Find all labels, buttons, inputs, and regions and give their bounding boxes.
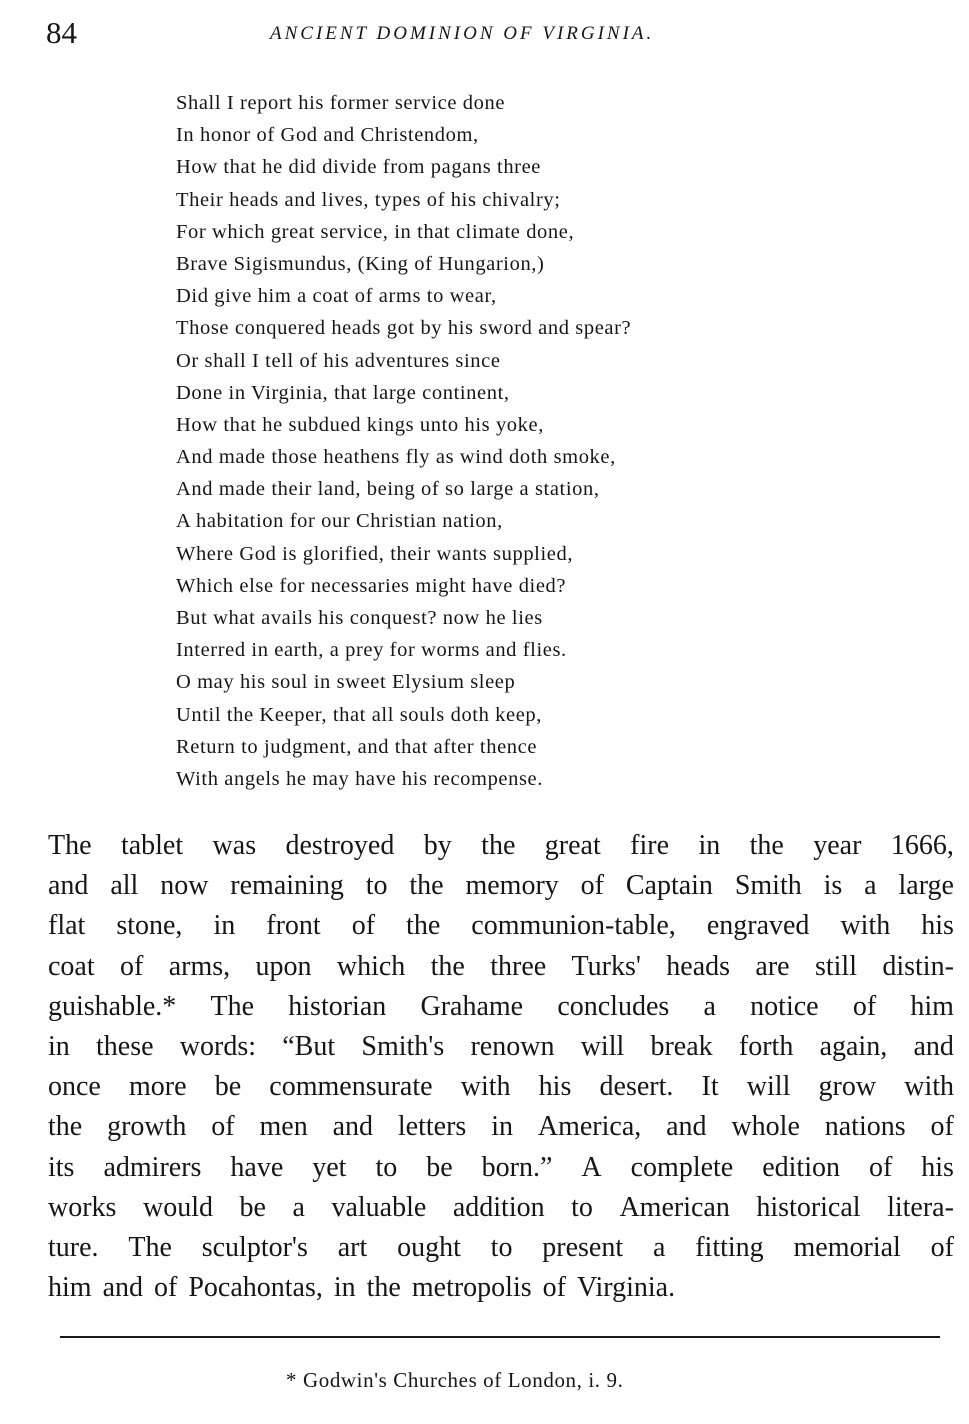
word: America,	[537, 1111, 642, 1143]
word: commensurate	[269, 1071, 433, 1103]
word: is	[823, 870, 843, 902]
word: American	[619, 1191, 730, 1223]
word: all	[110, 870, 139, 902]
word: sculptor's	[201, 1231, 308, 1263]
word: and	[913, 1030, 954, 1062]
word: be	[214, 1071, 242, 1103]
word: in	[698, 830, 721, 861]
word: of	[211, 1111, 235, 1143]
page-number: 84	[46, 15, 77, 50]
word: memory	[465, 870, 559, 902]
word: him	[910, 990, 954, 1022]
word: renown	[470, 1030, 555, 1062]
word: The	[48, 830, 92, 861]
word: The	[210, 990, 255, 1022]
poem-line: With angels he may have his recompense.	[176, 767, 543, 790]
word: yet	[312, 1151, 347, 1183]
word: will	[746, 1071, 791, 1103]
word: forth	[738, 1030, 794, 1062]
word: be	[426, 1151, 453, 1183]
word: the	[430, 950, 465, 982]
word: ought	[397, 1231, 461, 1263]
word: his	[921, 910, 954, 942]
word: whole	[731, 1111, 800, 1143]
footnote-rule	[60, 1336, 940, 1338]
word: its	[48, 1151, 75, 1183]
word: be	[239, 1191, 266, 1223]
word: present	[542, 1231, 624, 1263]
poem-line: And made those heathens fly as wind doth smoke,	[176, 446, 616, 469]
word: works	[48, 1191, 117, 1223]
word: notice	[750, 990, 819, 1022]
word: desert.	[599, 1071, 674, 1103]
footnote: * Godwin's Churches of London, i. 9.	[286, 1368, 624, 1392]
word: litera-	[887, 1191, 954, 1223]
word: grow	[818, 1071, 877, 1103]
poem-line: But what avails his conquest? now he lies	[176, 607, 543, 629]
word: of	[351, 910, 376, 942]
word: words:	[179, 1030, 257, 1062]
word: letters	[397, 1111, 467, 1143]
word: upon	[255, 950, 312, 982]
word: with	[840, 910, 891, 942]
paragraph-line	[48, 947, 954, 987]
word: men	[259, 1111, 308, 1143]
word: with	[904, 1071, 954, 1103]
paragraph-line	[48, 1067, 954, 1107]
poem-line: Shall I report his former service done	[176, 92, 506, 114]
word: arms,	[168, 950, 231, 982]
word: more	[129, 1071, 187, 1103]
word: of	[120, 950, 144, 982]
word: heads	[666, 950, 731, 982]
word: admirers	[103, 1151, 202, 1183]
poem-line: Or shall I tell of his adventures since	[176, 349, 501, 372]
word: year	[813, 830, 862, 861]
word: of	[852, 990, 877, 1022]
word: will	[580, 1030, 625, 1062]
word: remaining	[230, 870, 344, 902]
poem-line: In honor of God and Christendom,	[176, 124, 479, 147]
word: his	[538, 1071, 572, 1103]
word: destroyed	[285, 830, 395, 861]
word: with	[460, 1071, 511, 1103]
word: The	[128, 1231, 172, 1263]
word: of	[542, 1272, 566, 1304]
word: a	[864, 870, 877, 902]
word: coat	[48, 950, 95, 982]
poem-line: Where God is glorified, their wants supplied,	[176, 542, 574, 565]
paragraph-line	[48, 1027, 954, 1067]
poem-line: How that he did divide from pagans three	[176, 156, 542, 179]
word: in	[213, 910, 236, 942]
word: stone,	[116, 910, 183, 942]
paragraph-line	[48, 1148, 954, 1188]
word: to	[365, 870, 388, 902]
poem-line: Until the Keeper, that all souls doth keep,	[176, 703, 542, 726]
poem-line: For which great service, in that climate done,	[176, 220, 575, 243]
word: edition	[762, 1151, 840, 1183]
word: and	[48, 870, 89, 902]
word: in	[491, 1111, 513, 1143]
word: in	[48, 1030, 70, 1062]
word: fire	[630, 830, 670, 861]
word: a	[703, 990, 716, 1022]
word: Pocahontas,	[188, 1272, 323, 1304]
word: growth	[107, 1111, 187, 1143]
word: Smith's	[361, 1030, 445, 1062]
paragraph-line	[48, 866, 954, 906]
poem	[176, 87, 631, 795]
word: and	[332, 1111, 374, 1143]
word: the	[481, 830, 516, 861]
paragraph-line	[48, 987, 954, 1027]
word: which	[336, 950, 406, 982]
word: the	[409, 870, 444, 902]
poem-line: Brave Sigismundus, (King of Hungarion,)	[176, 252, 545, 275]
word: a	[652, 1231, 666, 1263]
word: of	[868, 1151, 893, 1183]
word: A	[581, 1151, 602, 1183]
word: in	[333, 1272, 356, 1304]
word: Smith	[734, 870, 802, 902]
word: Turks'	[571, 950, 641, 982]
word: front	[266, 910, 321, 942]
word: the	[406, 910, 441, 942]
word: communion-table,	[471, 910, 676, 942]
word: to	[490, 1231, 513, 1263]
word: memorial	[793, 1231, 901, 1263]
word: these	[96, 1030, 154, 1062]
poem-line: Those conquered heads got by his sword and spear?	[176, 317, 632, 340]
word: Grahame	[420, 990, 524, 1022]
word: once	[48, 1071, 101, 1103]
word: tablet	[120, 830, 184, 861]
word: art	[337, 1231, 368, 1263]
word: historian	[288, 990, 387, 1022]
poem-line: Their heads and lives, types of his chivalry;	[176, 188, 561, 211]
word: It	[701, 1071, 719, 1103]
word: large	[898, 870, 954, 902]
poem-line: Return to judgment, and that after thence	[176, 735, 538, 758]
word: addition	[452, 1191, 545, 1223]
word: break	[650, 1030, 713, 1062]
paragraph-line	[48, 1107, 954, 1147]
word: was	[212, 830, 257, 861]
word: and	[102, 1272, 143, 1304]
body-paragraph	[48, 826, 954, 1308]
word: ture.	[48, 1231, 99, 1263]
poem-line: Interred in earth, a prey for worms and flies.	[176, 639, 567, 662]
paragraph-line	[48, 826, 954, 866]
word: fitting	[695, 1231, 764, 1263]
word: to	[571, 1191, 593, 1223]
poem-line: How that he subdued kings unto his yoke,	[176, 413, 544, 436]
word: Virginia.	[576, 1272, 676, 1304]
word: of	[930, 1111, 954, 1143]
word: of	[580, 870, 604, 902]
word: the	[366, 1272, 401, 1304]
word: have	[230, 1151, 284, 1183]
word: the	[749, 830, 784, 861]
word: are	[755, 950, 790, 982]
word: three	[490, 950, 547, 982]
word: metropolis	[411, 1272, 532, 1304]
word: nations	[824, 1111, 906, 1143]
word: of	[930, 1231, 954, 1263]
word: guishable.*	[48, 990, 177, 1022]
word: would	[142, 1191, 213, 1223]
running-head: ANCIENT DOMINION OF VIRGINIA.	[270, 23, 655, 44]
word: him	[48, 1272, 92, 1304]
word: concludes	[557, 990, 670, 1022]
word: flat	[48, 910, 86, 942]
word: distin-	[882, 950, 954, 982]
word: his	[921, 1151, 954, 1183]
paragraph-line	[48, 1188, 954, 1228]
word: a	[292, 1191, 305, 1223]
word: born.”	[481, 1151, 553, 1183]
paragraph-line	[48, 1268, 954, 1308]
word: by	[423, 830, 452, 861]
word: complete	[630, 1151, 734, 1183]
word: again,	[819, 1030, 888, 1062]
poem-line: And made their land, being of so large a station,	[176, 478, 600, 501]
word: Captain	[625, 870, 713, 902]
word: engraved	[706, 910, 810, 942]
word: 1666,	[890, 830, 954, 861]
word: “But	[282, 1030, 336, 1062]
poem-line: Which else for necessaries might have died?	[176, 574, 567, 597]
paragraph-line	[48, 906, 954, 946]
word: now	[160, 870, 209, 902]
poem-line: Done in Virginia, that large continent,	[176, 381, 510, 404]
poem-line: Did give him a coat of arms to wear,	[176, 285, 497, 308]
word: and	[666, 1111, 707, 1143]
word: to	[375, 1151, 398, 1183]
poem-line: O may his soul in sweet Elysium sleep	[176, 671, 516, 694]
word: valuable	[331, 1191, 427, 1223]
word: great	[544, 830, 601, 861]
paragraph-line	[48, 1228, 954, 1268]
word: of	[154, 1272, 178, 1304]
word: still	[814, 950, 857, 982]
word: the	[48, 1111, 83, 1143]
poem-line: A habitation for our Christian nation,	[176, 510, 503, 533]
word: historical	[756, 1191, 861, 1223]
